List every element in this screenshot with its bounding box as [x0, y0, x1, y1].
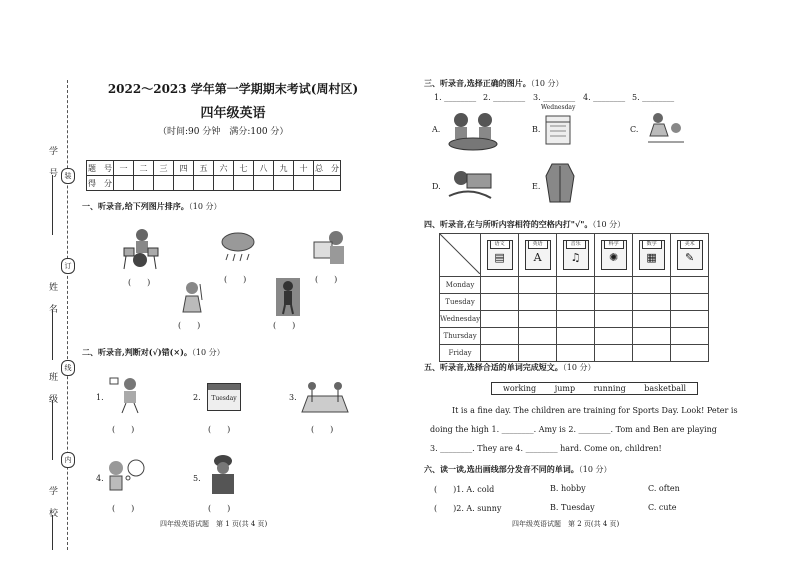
option-c-2: C. cute — [648, 503, 677, 512]
answer-paren[interactable]: ( ) — [112, 504, 135, 513]
check-cell[interactable] — [633, 311, 671, 328]
section5-title: 五、听录音,选择合适的单词完成短文。（10 分） — [424, 362, 596, 372]
score-cell[interactable] — [314, 176, 341, 191]
sports-field-picture — [298, 378, 352, 414]
subject-book-cell — [633, 234, 671, 277]
score-cell[interactable] — [274, 176, 294, 191]
option-b-picture — [544, 112, 578, 148]
check-cell[interactable] — [519, 328, 557, 345]
answer-paren[interactable]: ( ) — [224, 275, 247, 284]
day-label: Wednesday — [440, 311, 481, 328]
score-header-cell: 一 — [114, 161, 134, 176]
section1-title: 一、听录音,给下列图片排序。（10 分） — [82, 201, 222, 211]
option-label: D. — [432, 182, 441, 191]
man-turban-picture — [208, 454, 238, 496]
score-cell[interactable] — [134, 176, 154, 191]
book-label: 数学 — [642, 240, 662, 249]
score-header-cell: 八 — [254, 161, 274, 176]
day-label: Tuesday — [440, 294, 481, 311]
blank-5[interactable]: 5. ________ — [632, 93, 675, 102]
check-cell[interactable] — [671, 311, 709, 328]
question-number: 4. — [96, 474, 104, 483]
drums-boy-picture — [120, 226, 160, 270]
girl-thinking-picture — [106, 458, 146, 494]
question-number: 3. — [289, 393, 297, 402]
question-number: 2. — [193, 393, 201, 402]
score-header-cell: 十 — [294, 161, 314, 176]
class-line — [52, 400, 53, 460]
word-option: basketball — [644, 384, 687, 393]
section2-title: 二、听录音,判断对(√)错(×)。（10 分） — [82, 347, 225, 357]
answer-paren[interactable]: ( ) — [178, 321, 201, 330]
diagonal-line — [440, 234, 480, 274]
passage-line-3: 3. ________. They are 4. ________ hard. Come on, children! — [430, 444, 662, 453]
girl-umbrella-picture — [180, 280, 206, 318]
word-bank — [491, 382, 698, 395]
section3-title: 三、听录音,选择正确的图片。（10 分） — [424, 78, 564, 88]
check-cell[interactable] — [557, 311, 595, 328]
check-cell[interactable] — [595, 277, 633, 294]
score-row-label: 得 分 — [87, 176, 114, 191]
option-label: B. — [532, 125, 541, 134]
check-cell[interactable] — [671, 328, 709, 345]
check-cell[interactable] — [557, 345, 595, 362]
subject-book-cell — [519, 234, 557, 277]
check-cell[interactable] — [519, 311, 557, 328]
science-book-icon: ✺ — [609, 251, 619, 264]
student-id-line — [52, 175, 53, 235]
score-cell[interactable] — [294, 176, 314, 191]
score-header-cell: 九 — [274, 161, 294, 176]
reading-boy-picture — [310, 228, 350, 268]
score-header-cell: 六 — [214, 161, 234, 176]
check-cell[interactable] — [519, 345, 557, 362]
check-cell[interactable] — [481, 311, 519, 328]
answer-paren[interactable]: ( ) — [208, 504, 231, 513]
blank-4[interactable]: 4. ________ — [583, 93, 626, 102]
option-e-picture — [544, 162, 576, 204]
calendar-text: Wednesday — [541, 104, 576, 111]
check-cell[interactable] — [557, 294, 595, 311]
section4-title: 四、听录音,在与所听内容相符的空格内打"√"。（10 分） — [424, 219, 626, 229]
score-cell[interactable] — [154, 176, 174, 191]
score-cell[interactable] — [114, 176, 134, 191]
chinese-book-icon: ▤ — [494, 251, 505, 264]
subject-title: 四年级英语 — [200, 106, 266, 121]
word-option: jump — [554, 384, 576, 393]
subject-book-cell — [671, 234, 709, 277]
book-label: 英语 — [528, 240, 548, 249]
check-cell[interactable] — [557, 328, 595, 345]
score-header-cell: 五 — [194, 161, 214, 176]
score-header-cell: 三 — [154, 161, 174, 176]
name-label: 姓 名 — [47, 282, 57, 315]
subject-book-cell — [557, 234, 595, 277]
score-header-cell: 题 号 — [87, 161, 114, 176]
binding-oval: 装 — [61, 168, 75, 184]
page-footer-right: 四年级英语试题 第 2 页(共 4 页) — [512, 520, 620, 528]
check-cell[interactable] — [595, 294, 633, 311]
english-book-icon: A — [533, 251, 542, 264]
art-book-icon: ✎ — [685, 251, 695, 264]
binding-line — [67, 80, 68, 550]
binding-oval: 内 — [61, 452, 75, 468]
option-c-1: C. often — [648, 484, 680, 493]
check-cell[interactable] — [633, 277, 671, 294]
check-cell[interactable] — [633, 294, 671, 311]
score-header-cell: 七 — [234, 161, 254, 176]
exam-info: （时间:90 分钟 满分:100 分） — [158, 127, 289, 137]
check-cell[interactable] — [481, 294, 519, 311]
word-option: working — [503, 384, 537, 393]
timetable-grid — [439, 233, 709, 362]
check-cell[interactable] — [481, 277, 519, 294]
book-label: 语文 — [490, 240, 510, 249]
option-b-2: B. Tuesday — [550, 503, 595, 512]
binding-oval: 线 — [61, 360, 75, 376]
check-cell[interactable] — [633, 345, 671, 362]
exam-title: 2022～2023 学年第一学期期末考试(周村区) — [107, 82, 359, 96]
binding-oval: 订 — [61, 258, 75, 274]
option-c-picture — [644, 110, 686, 146]
check-cell[interactable] — [519, 277, 557, 294]
answer-paren[interactable]: ( ) — [315, 275, 338, 284]
page-footer-left: 四年级英语试题 第 1 页(共 4 页) — [160, 520, 268, 528]
option-a-picture — [445, 110, 501, 152]
class-label: 班 级 — [47, 372, 57, 405]
option-label: E. — [532, 182, 541, 191]
basketball-boy-picture — [108, 376, 142, 414]
school-line — [52, 515, 53, 550]
subject-book-cell — [481, 234, 519, 277]
check-cell[interactable] — [595, 328, 633, 345]
book-label: 科学 — [604, 240, 624, 249]
blank-3[interactable]: 3. ________ — [533, 93, 576, 102]
question-number: 5. — [193, 474, 201, 483]
student-id-label: 学 号 — [47, 146, 57, 179]
rain-cloud-picture — [220, 230, 256, 264]
answer-paren[interactable]: ( ) — [208, 425, 231, 434]
passage-line-2: doing the high 1. ________. Amy is 2. ________. Tom and Ben are playing — [430, 425, 717, 434]
question-number: 1. — [96, 393, 104, 402]
tuesday-calendar-picture — [207, 383, 241, 411]
diagonal-header-cell — [440, 234, 481, 277]
check-cell[interactable] — [633, 328, 671, 345]
section6-title: 六、读一读,选出画线部分发音不同的单词。（10 分） — [424, 464, 612, 474]
day-label: Monday — [440, 277, 481, 294]
check-cell[interactable] — [671, 294, 709, 311]
blank-1[interactable]: 1. ________ — [434, 93, 477, 102]
blank-2[interactable]: 2. ________ — [483, 93, 526, 102]
answer-paren[interactable]: ( ) — [112, 425, 135, 434]
score-cell[interactable] — [234, 176, 254, 191]
option-b-1: B. hobby — [550, 484, 586, 493]
check-cell[interactable] — [519, 294, 557, 311]
day-label: Thursday — [440, 328, 481, 345]
question-row-1[interactable]: ( )1. A. cold — [434, 485, 495, 494]
score-header-cell: 四 — [174, 161, 194, 176]
question-row-2[interactable]: ( )2. A. sunny — [434, 504, 502, 513]
school-label: 学 校 — [47, 486, 57, 519]
word-option: running — [593, 384, 626, 393]
answer-paren[interactable]: ( ) — [128, 278, 151, 287]
passage-line-1: It is a fine day. The children are training for Sports Day. Look! Peter is — [452, 406, 738, 415]
subject-book-cell — [595, 234, 633, 277]
score-cell[interactable] — [174, 176, 194, 191]
book-label: 音乐 — [566, 240, 586, 249]
check-cell[interactable] — [595, 311, 633, 328]
check-cell[interactable] — [671, 345, 709, 362]
music-book-icon: ♫ — [570, 251, 581, 264]
name-line — [52, 310, 53, 360]
man-rain-picture — [276, 278, 300, 316]
math-book-icon: ▦ — [646, 251, 657, 264]
day-label: Friday — [440, 345, 481, 362]
answer-paren[interactable]: ( ) — [273, 321, 296, 330]
check-cell[interactable] — [671, 277, 709, 294]
check-cell[interactable] — [557, 277, 595, 294]
calendar-text: Tuesday — [211, 395, 237, 402]
score-table — [86, 160, 341, 191]
score-cell[interactable] — [194, 176, 214, 191]
check-cell[interactable] — [481, 345, 519, 362]
check-cell[interactable] — [481, 328, 519, 345]
check-cell[interactable] — [595, 345, 633, 362]
book-label: 美术 — [680, 240, 700, 249]
score-header-cell: 总 分 — [314, 161, 341, 176]
score-header-cell: 二 — [134, 161, 154, 176]
option-label: A. — [432, 125, 441, 134]
option-label: C. — [630, 125, 639, 134]
answer-paren[interactable]: ( ) — [311, 425, 334, 434]
score-cell[interactable] — [254, 176, 274, 191]
option-d-picture — [445, 166, 495, 204]
score-cell[interactable] — [214, 176, 234, 191]
